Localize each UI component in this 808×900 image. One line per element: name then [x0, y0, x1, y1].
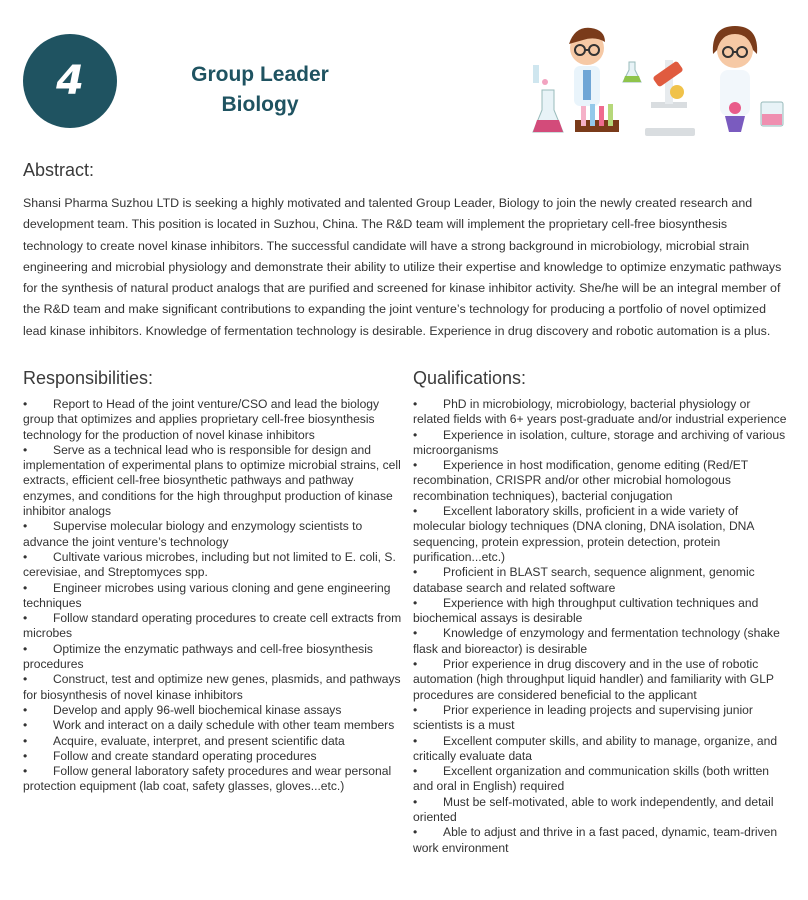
abstract-heading: Abstract:: [23, 160, 95, 180]
qualifications-list: [413, 397, 788, 856]
list-item: • Follow standard operating procedures to create cell extracts from microbes: [23, 611, 402, 641]
list-item: • Follow and create standard operating procedures: [23, 748, 317, 763]
responsibilities-heading: Responsibilities:: [23, 368, 154, 388]
list-item: • Prior experience in drug discovery and in the use of robotic automation (high throughput liquid handler) and familiarity with GLP procedures are considered beneficial to the applicant: [413, 657, 774, 702]
list-item: • Knowledge of enzymology and fermentation technology (shake flask and bioreactor) is desirable: [413, 626, 780, 656]
list-item: • Follow general laboratory safety procedures and wear personal protection equipment (lab coat, safety glasses, gloves...etc.): [23, 764, 392, 794]
list-item: • Serve as a technical lead who is responsible for design and implementation of experimental plans to optimize microbial strains, cell extracts, efficient cell-free biosynthetic pathways and pathway enzymes, and conditions for the high throughput production of kinase inhibitor analogs: [23, 442, 401, 519]
flask-left-icon: [533, 65, 563, 132]
list-item: • Proficient in BLAST search, sequence alignment, genomic database search and related software: [413, 565, 755, 595]
beaker-icon: [761, 102, 783, 126]
flask-middle-icon: [623, 62, 641, 82]
microscope-icon: [645, 60, 695, 136]
scientists-illustration: [525, 20, 790, 140]
list-item: • Work and interact on a daily schedule with other team members: [23, 718, 395, 733]
list-item: • Cultivate various microbes, including but not limited to E. coli, S. cerevisiae, and Streptomyces spp.: [23, 549, 396, 580]
abstract-body: Shansi Pharma Suzhou LTD is seeking a highly motivated and talented Group Leader, Biology to join the newly created research and development team. This position is located in Suzhou, China. The R&D team will implement the proprietary cell-free biosynthesis technology to create novel kinase inhibitors. The successful candidate will have a strong background in microbiology, microbial strain engineering and microbial physiology and demonstrate their ability to utilize their expertise and knowledge to optimize enzymatic pathways for the synthesis of natural product analogs that are purified and screened for kinase inhibitor activity. She/he will be an integral member of the R&D team and make significant contributions to expanding the joint venture’s technology for producing a portfolio of novel optimized lead kinase inhibitors. Knowledge of fermentation technology is desirable. Experience in drug discovery and robotic automation is a plus.: [23, 196, 782, 338]
list-item: • Experience in host modification, genome editing (Red/ET recombination, CRISPR and/or other microbial homologous recombination techniques), bacterial conjugation: [413, 458, 748, 503]
female-scientist-icon: [713, 26, 757, 132]
list-item: • Must be self-motivated, able to work independently, and detail oriented: [413, 794, 774, 825]
badge-number: 4: [56, 58, 84, 104]
list-item: • Construct, test and optimize new genes, plasmids, and pathways for biosynthesis of novel kinase inhibitors: [23, 672, 401, 702]
responsibilities-list: [23, 397, 403, 795]
list-item: • Supervise molecular biology and enzymology scientists to advance the joint venture’s technology: [23, 519, 363, 549]
list-item: • Excellent organization and communication skills (both written and oral in English) required: [413, 764, 770, 794]
list-item: • Acquire, evaluate, interpret, and present scientific data: [23, 733, 345, 748]
job-title-line2: Biology: [221, 93, 299, 116]
list-item: • Prior experience in leading projects and supervising junior scientists is a must: [413, 702, 753, 733]
qualifications-heading: Qualifications:: [413, 368, 527, 388]
list-item: • Engineer microbes using various cloning and gene engineering techniques: [23, 580, 391, 610]
list-item: • PhD in microbiology, microbiology, bacterial physiology or related fields with 6+ years post-graduate and/or industrial experience: [413, 397, 787, 427]
list-item: • Excellent laboratory skills, proficient in a wide variety of molecular biology techniques (DNA cloning, DNA isolation, DNA sequencing, protein expression, protein detection, protein purification...etc.): [413, 504, 754, 564]
male-scientist-icon: [569, 28, 605, 106]
section-number-badge: [23, 34, 117, 128]
list-item: • Experience with high throughput cultivation techniques and biochemical assays is desirable: [413, 595, 759, 626]
test-tube-rack-icon: [575, 104, 619, 132]
job-title: [160, 60, 360, 120]
list-item: • Optimize the enzymatic pathways and cell-free biosynthesis procedures: [23, 641, 373, 672]
job-title-line1: Group Leader: [191, 63, 329, 86]
list-item: • Excellent computer skills, and ability to manage, organize, and critically evaluate data: [413, 733, 778, 763]
list-item: • Able to adjust and thrive in a fast paced, dynamic, team-driven work environment: [413, 825, 778, 855]
list-item: • Experience in isolation, culture, storage and archiving of various microorganisms: [413, 427, 786, 457]
list-item: • Report to Head of the joint venture/CSO and lead the biology group that optimizes and applies proprietary cell-free biosynthesis technology for the production of novel kinase inhibitors: [23, 397, 380, 442]
list-item: • Develop and apply 96-well biochemical kinase assays: [23, 702, 342, 717]
